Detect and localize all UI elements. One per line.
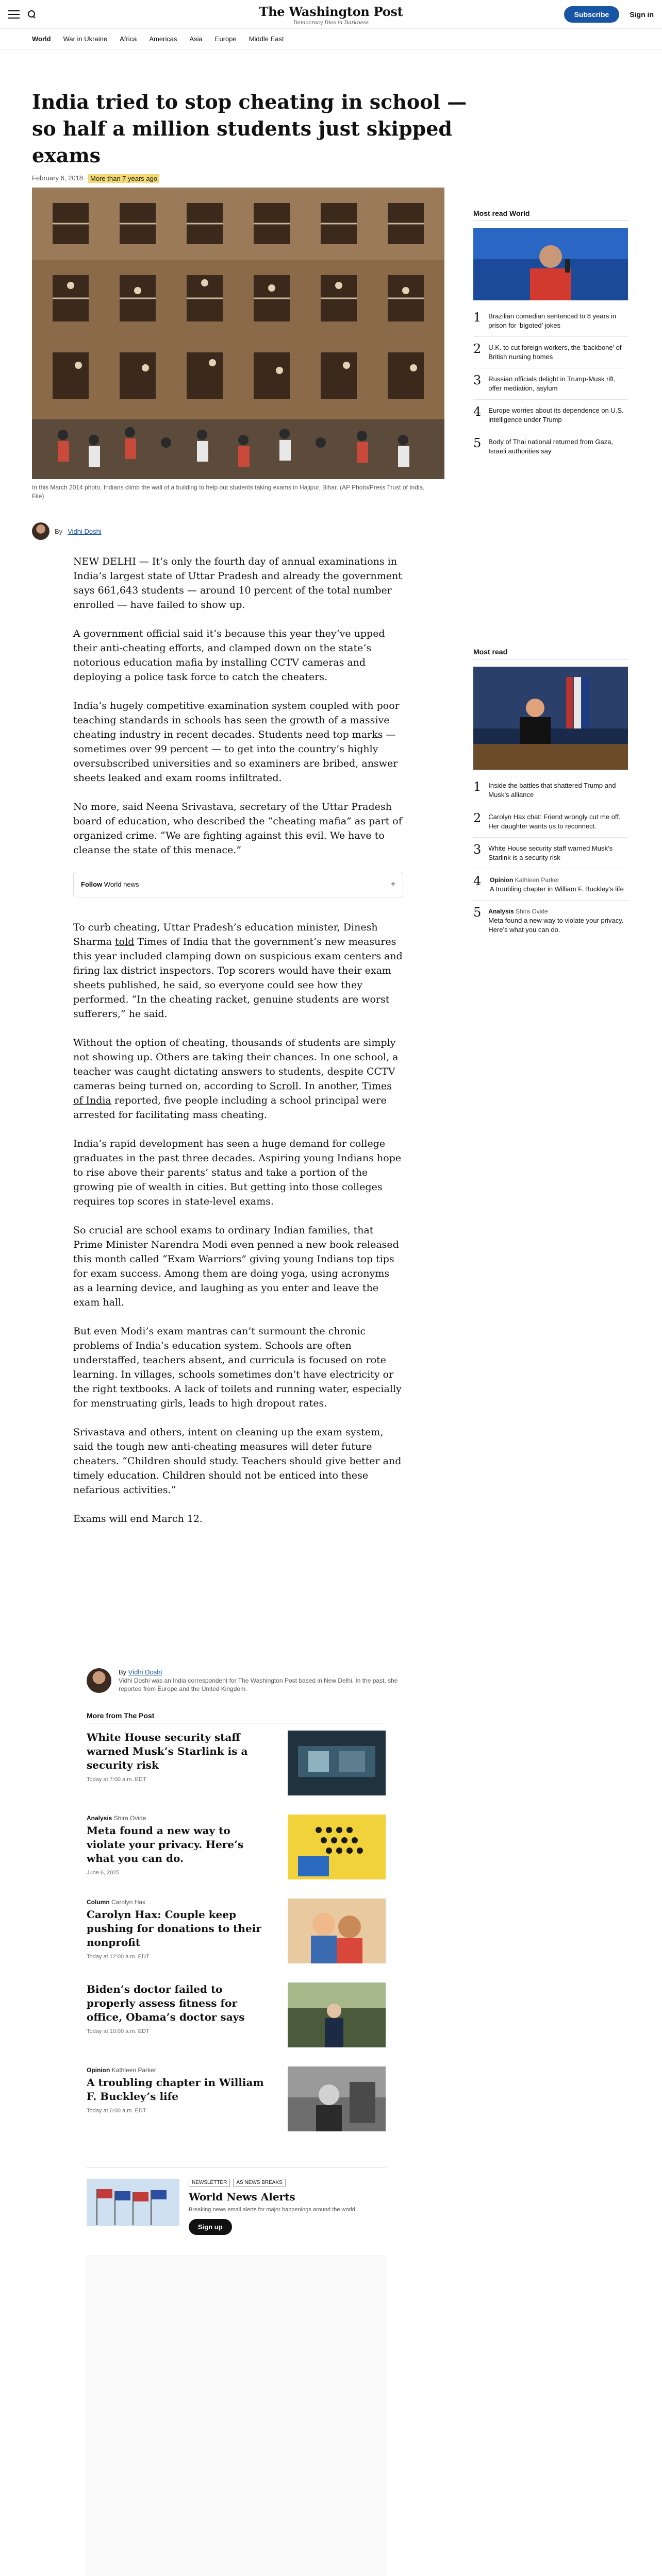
- most-read-item[interactable]: [473, 806, 628, 838]
- more-item-image[interactable]: [288, 1899, 386, 1963]
- more-item-time: Today at 6:00 a.m. EDT: [87, 2108, 146, 2114]
- more-item-headline[interactable]: A troubling chapter in William F. Buckley’s life: [87, 2076, 264, 2103]
- more-item[interactable]: [87, 2059, 386, 2143]
- more-item-kicker: [87, 1815, 267, 1822]
- comedian-photo: [473, 228, 628, 300]
- kicker-label: Column: [87, 1899, 110, 1906]
- search-icon[interactable]: [28, 10, 36, 19]
- more-from-post-title: More from The Post: [87, 1711, 386, 1723]
- more-item-image[interactable]: [288, 1731, 386, 1795]
- item-content: [490, 875, 624, 894]
- age-badge: More than 7 years ago: [88, 174, 159, 183]
- item-headline: Europe worries about its dependence on U.S. intelligence under Trump: [488, 406, 624, 423]
- article-link-toi[interactable]: Times of India: [73, 1080, 392, 1106]
- hero-image: [32, 188, 444, 479]
- dateline: [32, 174, 484, 183]
- rank-number: 5: [473, 436, 482, 450]
- rank-number: 2: [473, 811, 482, 825]
- article-paragraph: So crucial are school exams to ordinary Indian families, that Prime Minister Narendra Modi even penned a new book released this month called “Exam Warriors” giving young Indians top tips for exam success. Among them are doing yoga, using acronyms as a learning device, and laughing as you enter and leave the exam hall.: [73, 1225, 399, 1308]
- nav-world[interactable]: World: [32, 35, 51, 43]
- item-content: [488, 907, 628, 935]
- most-read-item[interactable]: [473, 775, 628, 806]
- more-item-headline[interactable]: White House security staff warned Musk’s Starlink is a security risk: [87, 1731, 248, 1771]
- item-headline: U.K. to cut foreign workers, the ‘backbone’ of British nursing homes: [488, 344, 622, 361]
- newsletter-badge: NEWSLETTER: [189, 2179, 230, 2187]
- photo-caption: In this March 2014 photo, Indians climb the wall of a building to help out students taking exams in Hajipur, Bihar. (AP Photo/Press Trust of India, File): [32, 484, 425, 500]
- kicker-author: Carolyn Hax: [111, 1899, 146, 1906]
- more-item-headline[interactable]: Carolyn Hax: Couple keep pushing for donations to their nonprofit: [87, 1908, 261, 1948]
- item-headline: Russian officials delight in Trump-Musk rift, offer mediation, asylum: [488, 375, 616, 392]
- author-bio-prefix: By: [119, 1668, 127, 1676]
- site-logo[interactable]: The Washington Post: [259, 4, 403, 19]
- more-item-image[interactable]: [288, 2066, 386, 2131]
- nav-americas[interactable]: Americas: [149, 35, 177, 43]
- rank-number: 1: [473, 310, 482, 325]
- byline: [32, 522, 444, 540]
- newsletter-badges: [189, 2179, 357, 2187]
- kicker-author: Kathleen Parker: [515, 876, 559, 884]
- most-read-world-image[interactable]: [473, 228, 628, 300]
- more-item[interactable]: [87, 1723, 386, 1807]
- frequency-badge: AS NEWS BREAKS: [233, 2179, 285, 2187]
- most-read-image[interactable]: [473, 667, 628, 770]
- newsletter-title: World News Alerts: [189, 2191, 295, 2203]
- follow-label: Follow: [81, 880, 103, 888]
- biden-photo: [288, 1982, 386, 2047]
- follow-topic-bar[interactable]: [73, 872, 403, 897]
- rank-number: 5: [473, 905, 482, 920]
- most-read: [473, 648, 628, 941]
- kicker-line: [490, 876, 559, 884]
- article-text: Times of India that the government’s new measures this year included clamping down on suspicious exam centers and firing lax district inspectors. Top scorers would have their exam sheets published, he said, so everyone could see how they performed. “In the cheating racket, genuine students are worst sufferers,” he said.: [73, 936, 403, 1020]
- most-read-world-title: Most read World: [473, 209, 628, 221]
- kicker-line: [488, 908, 548, 915]
- item-headline: Meta found a new way to violate your privacy. Here’s what you can do.: [488, 917, 624, 934]
- more-item[interactable]: [87, 1975, 386, 2059]
- author-bio: [87, 1668, 417, 1693]
- kicker-label: Opinion: [87, 2066, 110, 2074]
- newsletter-image: [87, 2179, 179, 2226]
- more-item-time: Today at 10:00 a.m. EDT: [87, 2028, 150, 2035]
- nav-asia[interactable]: Asia: [189, 35, 203, 43]
- more-item-image[interactable]: [288, 1982, 386, 2047]
- kicker-label: Analysis: [87, 1815, 112, 1822]
- article-paragraph: India’s hugely competitive examination system coupled with poor teaching standards in schools has seen the growth of a massive cheating industry in recent decades. Students need top marks — sometimes over 99 percent — to get into the country’s highly oversubscribed universities and so examiners are bribed, answer sheets leaked and exam rooms infiltrated.: [73, 700, 400, 784]
- menu-icon[interactable]: [8, 10, 20, 19]
- article-text: To curb cheating, Uttar Pradesh’s education minister, Dinesh Sharma: [73, 922, 378, 947]
- item-headline: Body of Thai national returned from Gaza, Israeli authorities say: [488, 438, 614, 455]
- byline-prefix: By: [55, 527, 63, 535]
- nav-europe[interactable]: Europe: [214, 35, 237, 43]
- ad-placeholder: [87, 2256, 386, 2576]
- kicker-author: Kathleen Parker: [111, 2066, 156, 2074]
- more-item-kicker: [87, 2066, 267, 2074]
- item-headline: A troubling chapter in William F. Buckley’s life: [490, 885, 624, 893]
- most-read-world-item[interactable]: [473, 306, 628, 337]
- kicker-label: Opinion: [490, 876, 514, 884]
- article-paragraph: [73, 920, 403, 1021]
- article-link-told[interactable]: told: [115, 936, 135, 947]
- most-read-item[interactable]: [473, 869, 628, 901]
- author-bio-link[interactable]: Vidhi Doshi: [128, 1668, 162, 1676]
- sign-in-link[interactable]: Sign in: [630, 10, 654, 19]
- site-tagline: Democracy Dies in Darkness: [293, 20, 369, 26]
- flags-photo: [87, 2179, 179, 2226]
- article-headline: India tried to stop cheating in school — so half a million students just skipped exams: [32, 90, 467, 167]
- follow-topic: World news: [104, 880, 139, 888]
- article-body: [73, 554, 403, 1526]
- kicker-label: Analysis: [488, 908, 514, 915]
- most-read-world-item[interactable]: [473, 337, 628, 368]
- more-item-time: Today at 7:00 a.m. EDT: [87, 1776, 146, 1783]
- more-item-image[interactable]: [288, 1815, 386, 1879]
- article-paragraph: No more, said Neena Srivastava, secretary of the Uttar Pradesh board of education, who described the “cheating mafia” as part of organized crime. “We are fighting against this evil. We have to cleanse the state of this menace.”: [73, 801, 402, 856]
- more-item-kicker: [87, 1899, 267, 1906]
- rank-number: 1: [473, 779, 482, 794]
- rank-number: 4: [473, 404, 482, 419]
- buckley-photo: [288, 2066, 386, 2131]
- article-paragraph: Srivastava and others, intent on cleaning up the exam system, said the tough new anti-cheating measures will deter future cheaters. “Children should study. Teachers should give better and timely education. Children should not be enticed into these nefarious activities.”: [73, 1427, 402, 1496]
- most-read-world-item[interactable]: [473, 431, 628, 462]
- most-read-world-item[interactable]: [473, 400, 628, 431]
- article-paragraph: Exams will end March 12.: [73, 1513, 203, 1524]
- top-bar: [0, 0, 662, 29]
- item-headline: Carolyn Hax chat: Friend wrongly cut me off. Her daughter wants us to reconnect.: [488, 813, 621, 830]
- author-avatar: [87, 1668, 111, 1693]
- main-column: [32, 188, 444, 1540]
- rank-number: 3: [473, 373, 482, 387]
- plus-icon[interactable]: +: [390, 880, 395, 889]
- more-item[interactable]: [87, 1807, 386, 1891]
- most-read-title: Most read: [473, 648, 628, 659]
- more-item-headline[interactable]: Meta found a new way to violate your privacy. Here’s what you can do.: [87, 1824, 244, 1865]
- brand[interactable]: [259, 4, 403, 26]
- kicker-author: Shira Ovide: [515, 908, 548, 915]
- article-text: reported, five people including a school principal were arrested for facilitating mass cheating.: [73, 1095, 387, 1121]
- article-paragraph: But even Modi’s exam mantras can’t surmount the chronic problems of India’s education system. Schools are often understaffed, teachers absent, and curricula is focused on rote learning. In villages, schools sometimes don’t have electricity or the right textbooks. A lack of toilets and running water, especially for menstruating girls, leads to high dropout rates.: [73, 1326, 402, 1409]
- subscribe-button[interactable]: Subscribe: [564, 6, 620, 23]
- item-headline: White House security staff warned Musk’s Starlink is a security risk: [488, 844, 613, 861]
- newsletter-signup-button[interactable]: Sign up: [189, 2219, 232, 2235]
- oval-office-photo: [473, 667, 628, 770]
- rank-number: 4: [473, 874, 482, 888]
- nav-middle-east[interactable]: Middle East: [249, 35, 284, 43]
- publish-date: February 6, 2018: [32, 174, 84, 182]
- follow-text: [81, 877, 139, 892]
- more-item-headline[interactable]: Biden’s doctor failed to properly assess fitness for office, Obama’s doctor says: [87, 1983, 245, 2023]
- item-headline: Inside the battles that shattered Trump and Musk’s alliance: [488, 782, 616, 799]
- section-nav: [0, 29, 662, 49]
- article-link-scroll[interactable]: Scroll: [269, 1080, 299, 1092]
- most-read-item[interactable]: [473, 838, 628, 869]
- item-headline: Brazilian comedian sentenced to 8 years in prison for ‘bigoted’ jokes: [488, 312, 617, 329]
- most-read-item[interactable]: [473, 901, 628, 941]
- hax-illustration: [288, 1899, 386, 1963]
- author-bio-name: [119, 1668, 417, 1676]
- more-from-post: [87, 1711, 386, 2143]
- article-paragraph: A government official said it’s because this year they’ve upped their anti-cheating efforts, and clamped down on the state’s notorious education mafia by installing CCTV cameras and deploying a police task force to catch the cheaters.: [73, 628, 385, 683]
- newsletter-signup: [87, 2167, 386, 2235]
- more-item-time: June 6, 2025: [87, 1870, 120, 1876]
- article-text: Without the option of cheating, thousands of students are simply not showing up. Others are taking their chances. In one school, a teacher was caught dictating answers to students, despite CCTV cameras being turned on, according to: [73, 1037, 399, 1092]
- newsletter-description: Breaking news email alerts for major happenings around the world.: [189, 2207, 357, 2213]
- rank-number: 2: [473, 342, 482, 356]
- meta-illustration: [288, 1815, 386, 1879]
- most-read-world-item[interactable]: [473, 368, 628, 400]
- author-avatar: [32, 522, 49, 540]
- rank-number: 3: [473, 842, 482, 857]
- article-paragraph: [73, 1036, 403, 1122]
- most-read-world: [473, 209, 628, 462]
- headline-block: [0, 49, 516, 207]
- author-bio-text: Vidhi Doshi was an India correspondent for The Washington Post based in New Delhi. In the past, she reported from Europe and the United Kingdom.: [119, 1677, 398, 1692]
- starlink-photo: [288, 1731, 386, 1795]
- nav-africa[interactable]: Africa: [120, 35, 137, 43]
- more-item[interactable]: [87, 1891, 386, 1975]
- right-rail: [473, 209, 628, 941]
- author-link[interactable]: Vidhi Doshi: [68, 527, 102, 535]
- nav-war-in-ukraine[interactable]: War in Ukraine: [63, 35, 108, 43]
- article-paragraph: NEW DELHI — It’s only the fourth day of annual examinations in India’s largest state of Uttar Pradesh and already the government says 661,643 students — around 10 percent of the total number enrolled — have failed to show up.: [73, 556, 402, 611]
- article-paragraph: India’s rapid development has seen a huge demand for college graduates in the past three decades. Aspiring young Indians hope to rise above their parents’ status and take a portion of the growing pie of wealth in cities. But getting into those colleges requires top scores in state-level exams.: [73, 1138, 402, 1207]
- kicker-author: Shira Ovide: [113, 1815, 146, 1822]
- more-item-time: Today at 12:00 a.m. EDT: [87, 1954, 150, 1960]
- building-photo: [32, 188, 444, 479]
- article-text: . In another,: [299, 1080, 362, 1092]
